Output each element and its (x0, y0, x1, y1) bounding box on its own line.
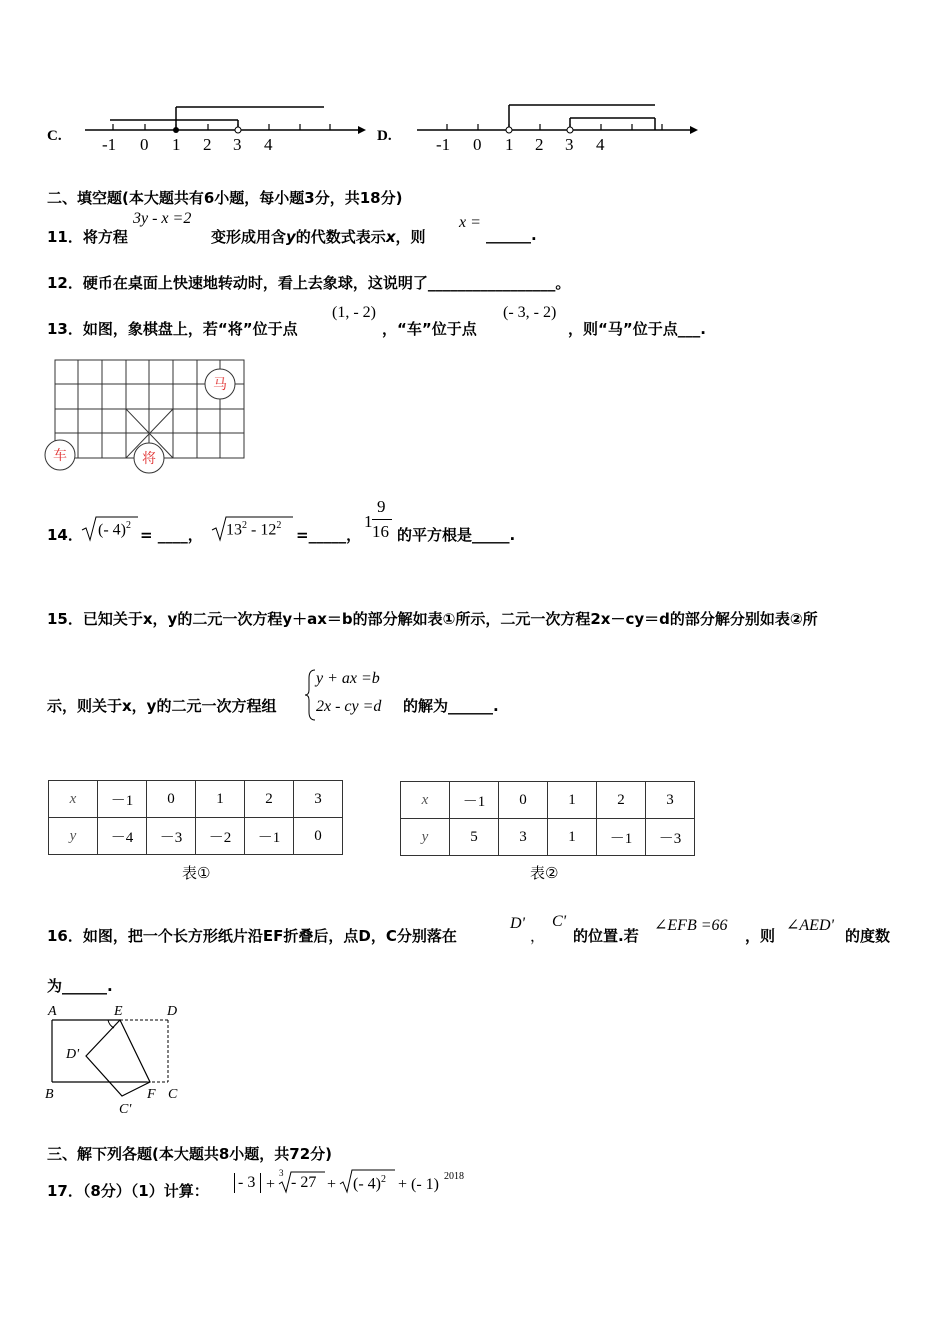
table-cell: 0 (147, 781, 196, 818)
table-cell: y (49, 818, 98, 855)
q15-line-1: 15．已知关于x，y的二元一次方程y＋ax＝b的部分解如表①所示，二元一次方程2x－cy＝d的部分解分别如表②所 (47, 610, 818, 628)
q13-text-3: ，则“马”位于点___. (568, 320, 706, 338)
table-cell: 1 (196, 781, 245, 818)
q17-power-base: + (- 1) (398, 1176, 440, 1193)
q14-fraction-numerator: 9 (377, 497, 386, 516)
piece-jiang: 将 (142, 452, 156, 467)
axis-tick-label: 0 (140, 135, 149, 154)
table-cell: 2 (597, 782, 646, 819)
piece-che: 车 (53, 449, 67, 464)
q17-cube-radicand: - 27 (291, 1174, 317, 1191)
axis-tick-label: 0 (473, 135, 482, 154)
q12-text: 12．硬币在桌面上快速地转动时，看上去象球，这说明了_________________。 (47, 274, 571, 292)
axis-tick-label: 4 (596, 135, 605, 154)
table-row (49, 818, 343, 855)
q13-point-che: (- 3, - 2) (503, 304, 557, 321)
table-cell: y (401, 819, 450, 856)
q16-c-prime: C' (552, 913, 567, 930)
fraction-bar (372, 519, 392, 520)
axis-tick-label: 4 (264, 135, 273, 154)
table-cell: x (49, 781, 98, 818)
table-cell: －1 (450, 782, 499, 819)
label-f: F (147, 1087, 156, 1102)
q14-tail: 的平方根是_____. (397, 526, 516, 544)
q14-mixed-whole: 1 (364, 512, 373, 531)
table-cell: －3 (646, 819, 695, 856)
piece-ma: 马 (213, 378, 227, 393)
q14-blank-1: = ____， (140, 526, 203, 544)
q16-line-2: 为______. (47, 977, 113, 995)
q11-text: 变形成用含y的代数式表示x，则 (211, 228, 426, 246)
axis-tick-label: 2 (203, 135, 212, 154)
q14-radicand-2: $13^2 - 12^2$ (226, 520, 282, 539)
section-3-title: 三、解下列各题(本大题共8小题，共72分) (47, 1145, 333, 1163)
q17-plus-2: + (327, 1176, 337, 1193)
table-cell: 5 (450, 819, 499, 856)
q11-prefix: 11．将方程 (47, 228, 128, 246)
table-cell: 3 (499, 819, 548, 856)
table-cell: x (401, 782, 450, 819)
table-cell: －1 (597, 819, 646, 856)
table-cell: －1 (245, 818, 294, 855)
table-cell: －4 (98, 818, 147, 855)
axis-tick-label: 2 (535, 135, 544, 154)
q16-text-1: 16．如图，把一个长方形纸片沿EF折叠后，点D，C分别落在 (47, 927, 457, 945)
table-cell: 0 (499, 782, 548, 819)
option-d-label: D. (377, 128, 392, 144)
q14-radicand-1: (- 4)$^2$ (98, 520, 131, 539)
table-cell: －2 (196, 818, 245, 855)
q16-angle-efb: ∠EFB =66 (654, 917, 728, 934)
table-2-caption: 表② (530, 864, 559, 882)
axis-tick-label: 3 (233, 135, 242, 154)
q17-abs-value: - 3 (238, 1174, 256, 1191)
label-d-prime: D' (66, 1047, 80, 1062)
label-c-prime: C' (119, 1102, 132, 1117)
number-line-d (412, 96, 702, 156)
q16-text-3: ，则 (745, 927, 776, 945)
q11-blank: ______. (486, 226, 537, 244)
table-row (401, 819, 695, 856)
table-cell: 3 (646, 782, 695, 819)
q15-line-2a: 示，则关于x，y的二元一次方程组 (47, 697, 277, 715)
q15-system-eq-2: 2x - cy =d (316, 698, 382, 715)
label-b: B (45, 1087, 54, 1102)
q14-fraction-denominator: 16 (372, 522, 389, 541)
abs-bar-right (260, 1173, 261, 1193)
q16-text-2: 的位置.若 (573, 927, 639, 945)
q14-blank-2: =_____， (296, 526, 362, 544)
q17-text: 17．（8分）（1）计算： (47, 1182, 209, 1200)
q17-power-exponent: 2018 (444, 1171, 464, 1182)
axis-tick-label: 1 (505, 135, 514, 154)
q13-text-2: ，“车”位于点 (382, 320, 477, 338)
q15-system-eq-1: y + ax =b (316, 670, 380, 687)
axis-tick-label: -1 (102, 135, 117, 154)
section-2-title: 二、填空题(本大题共有6小题，每小题3分，共18分) (47, 189, 403, 207)
table-2 (400, 781, 695, 856)
number-line-c (80, 100, 370, 160)
q11-equation: 3y - x =2 (133, 210, 192, 227)
label-c: C (168, 1087, 178, 1102)
axis-tick-label: 3 (565, 135, 574, 154)
table-row (401, 782, 695, 819)
folded-rectangle-figure (42, 1000, 192, 1120)
table-cell: －3 (147, 818, 196, 855)
table-cell: －1 (98, 781, 147, 818)
table-row (49, 781, 343, 818)
axis-tick-label: 1 (172, 135, 181, 154)
q16-d-prime: D' (510, 915, 525, 932)
q16-text-4: 的度数 (845, 927, 891, 945)
q17-square-radicand: (- 4)$^2$ (353, 1174, 386, 1193)
chessboard-figure (42, 355, 252, 480)
option-c-label: C. (47, 128, 62, 144)
table-cell: 1 (548, 782, 597, 819)
q17-plus-1: + (266, 1176, 276, 1193)
label-e: E (114, 1004, 123, 1019)
q16-angle-aed: ∠AED' (786, 917, 834, 934)
q11-answer-lhs: x = (459, 214, 481, 231)
q17-cube-index: 3 (279, 1168, 284, 1178)
table-cell: 1 (548, 819, 597, 856)
q16-comma: ， (530, 927, 546, 945)
q14-number: 14． (47, 526, 83, 544)
table-cell: 0 (294, 818, 343, 855)
label-d: D (167, 1004, 178, 1019)
label-a: A (48, 1004, 57, 1019)
q13-text-1: 13．如图，象棋盘上，若“将”位于点 (47, 320, 298, 338)
abs-bar-left (234, 1173, 235, 1193)
q15-line-2b: 的解为______. (403, 697, 499, 715)
table-cell: 3 (294, 781, 343, 818)
table-1 (48, 780, 343, 855)
axis-tick-label: -1 (436, 135, 451, 154)
table-1-caption: 表① (182, 864, 211, 882)
table-cell: 2 (245, 781, 294, 818)
q13-point-jiang: (1, - 2) (332, 304, 376, 321)
